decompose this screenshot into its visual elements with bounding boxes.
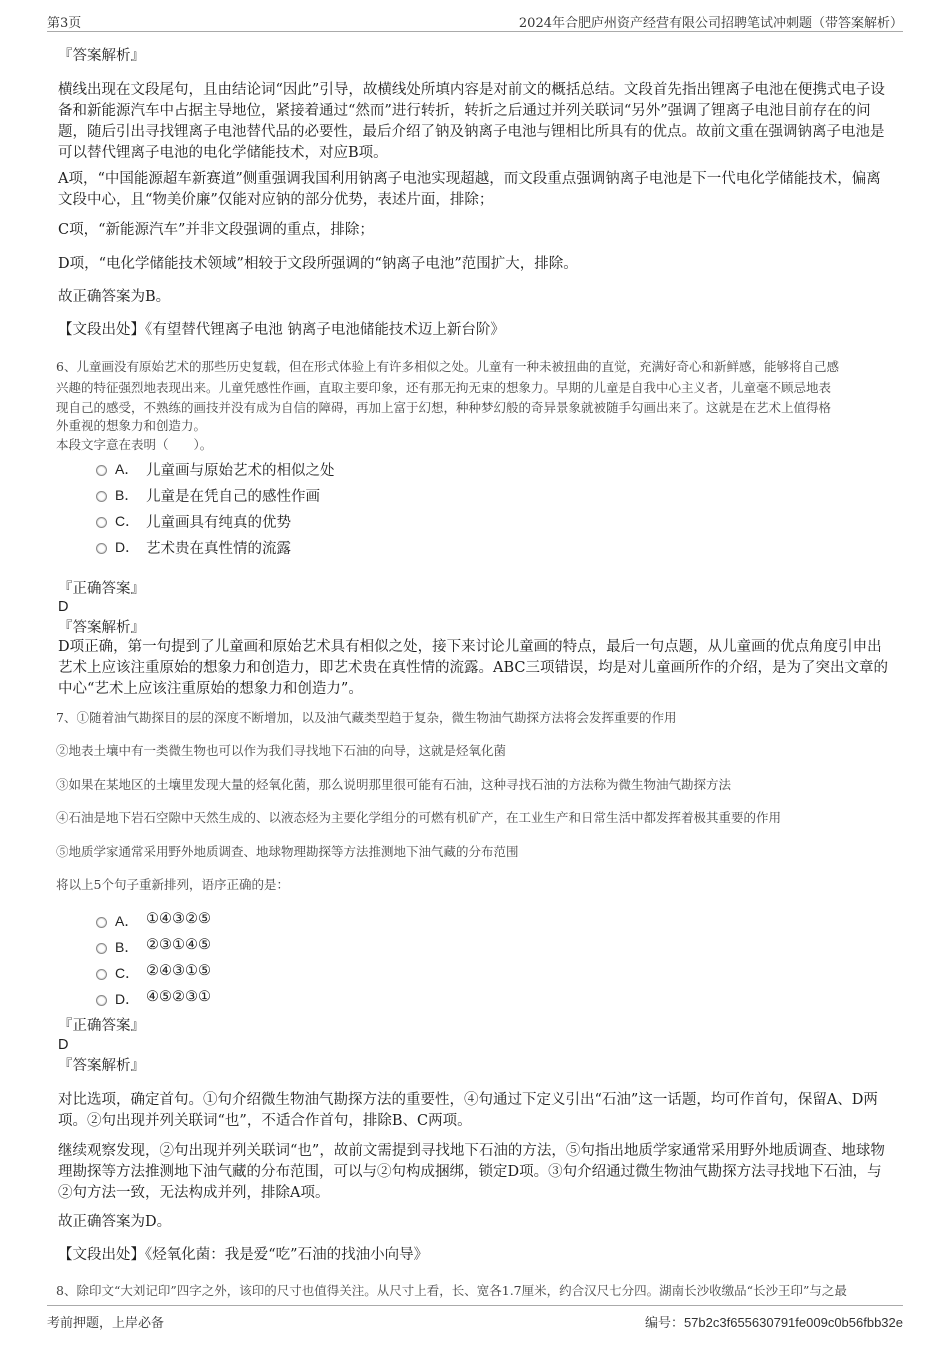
footer-slogan: 考前押题，上岸必备 bbox=[47, 1316, 165, 1331]
q7-analysis-label: 『答案解析』 bbox=[58, 1058, 145, 1074]
q6-analysis-label: 『答案解析』 bbox=[58, 620, 145, 636]
q7-sentence-5: ⑤地质学家通常采用野外地质调查、地球物理勘探等方法推测地下油气藏的分布范围 bbox=[56, 844, 519, 859]
option-letter: C． bbox=[115, 965, 140, 981]
q6-stem-line-2: 兴趣的特征强烈地表现出来。儿童凭感性作画，直取主要印象，还有那无拘无束的想象力。早期的儿童是自我中心主义者，儿童毫不顾忌地表 bbox=[56, 380, 832, 395]
radio-button[interactable] bbox=[96, 943, 107, 954]
document-code bbox=[645, 1312, 903, 1331]
radio-button[interactable] bbox=[96, 969, 107, 980]
q6-correct-answer: D bbox=[58, 599, 69, 615]
code-label: 编号： bbox=[644, 1315, 684, 1330]
q7-sentence-1: 7、①随着油气勘探目的层的深度不断增加，以及油气藏类型趋于复杂，微生物油气勘探方法将会发挥重要的作用 bbox=[56, 710, 677, 725]
option-letter: B． bbox=[115, 487, 139, 503]
q5-source: 【文段出处】《有望替代锂离子电池 钠离子电池储能技术迈上新台阶》 bbox=[58, 322, 505, 338]
q7-source: 【文段出处】《烃氧化菌：我是爱“吃”石油的找油小向导》 bbox=[58, 1247, 429, 1263]
q7-prompt: 将以上5个句子重新排列，语序正确的是： bbox=[56, 877, 289, 892]
page-footer bbox=[47, 1305, 903, 1331]
q5-analysis-para-4: D项，“电化学储能技术领域”相较于文段所强调的“钠离子电池”范围扩大，排除。 bbox=[58, 256, 578, 272]
q7-answer-statement: 故正确答案为D。 bbox=[58, 1214, 172, 1230]
radio-button[interactable] bbox=[96, 995, 107, 1006]
q5-analysis-para-2: A项，“中国能源超车新赛道”侧重强调我国利用钠离子电池实现超越，而文段重点强调钠离子电池是下一代电化学储能技术，偏离文段中心，且“物美价廉”仅能对应钠的部分优势，表述片面，排除； bbox=[58, 171, 881, 208]
option-text: 儿童画具有纯真的优势 bbox=[146, 515, 291, 531]
q7-correct-answer: D bbox=[58, 1037, 69, 1053]
page-number: 第3页 bbox=[47, 16, 82, 31]
page-header bbox=[47, 9, 903, 32]
q7-analysis-para-1: 对比选项，确定首句。①句介绍微生物油气勘探方法的重要性，④句通过下定义引出“石油”这一话题，均可作首句，保留A、D两项。②句出现并列关联词“也”，不适合作首句，排除B、C两项。 bbox=[58, 1092, 878, 1129]
option-letter: D． bbox=[115, 539, 140, 555]
option-text: 艺术贵在真性情的流露 bbox=[146, 541, 291, 557]
radio-button[interactable] bbox=[96, 917, 107, 928]
radio-button[interactable] bbox=[96, 517, 107, 528]
option-text: 儿童是在凭自己的感性作画 bbox=[146, 489, 320, 505]
document-title: 2024年合肥庐州资产经营有限公司招聘笔试冲刺题（带答案解析） bbox=[518, 16, 903, 31]
q7-analysis-para-2: 继续观察发现，②句出现并列关联词“也”，故前文需提到寻找地下石油的方法，⑤句指出地质学家通常采用野外地质调查、地球物理勘探等方法推测地下油气藏的分布范围，可以与②句构成捆绑，锁定D项。③句介绍通过微生物油气勘探方法寻找地下石油，与②句方法一致，无法构成并列，排除A项。 bbox=[58, 1143, 885, 1201]
option-letter: B． bbox=[115, 939, 139, 955]
q8-stem-line-1: 8、除印文“大刘记印”四字之外，该印的尺寸也值得关注。从尺寸上看，长、宽各1.7厘米，约合汉尺七分四。湖南长沙收缴品“长沙王印”与之最 bbox=[56, 1283, 847, 1298]
option-letter: A． bbox=[115, 461, 139, 477]
option-text: 儿童画与原始艺术的相似之处 bbox=[146, 463, 335, 479]
q6-analysis: D项正确，第一句提到了儿童画和原始艺术具有相似之处，接下来讨论儿童画的特点，最后一句点题，从儿童画的优点角度引申出艺术上应该注重原始的想象力和创造力，即艺术贵在真性情的流露。ABC三项错误，均是对儿童画所作的介绍，是为了突出文章的中心“艺术上应该注重原始的想象力和创造力”。 bbox=[58, 639, 888, 697]
option-text: ④⑤②③① bbox=[146, 989, 211, 1005]
q6-correct-label: 『正确答案』 bbox=[58, 581, 145, 597]
q6-stem-line-4: 外重视的想象力和创造力。 bbox=[56, 418, 207, 433]
radio-button[interactable] bbox=[96, 491, 107, 502]
option-letter: D． bbox=[115, 991, 140, 1007]
option-letter: C． bbox=[115, 513, 140, 529]
option-text: ①④③②⑤ bbox=[146, 911, 211, 927]
q7-sentence-2: ②地表土壤中有一类微生物也可以作为我们寻找地下石油的向导，这就是烃氧化菌 bbox=[56, 743, 507, 758]
q5-analysis-para-1: 横线出现在文段尾句，且由结论词“因此”引导，故横线处所填内容是对前文的概括总结。文段首先指出锂离子电池在便携式电子设备和新能源汽车中占据主导地位，紧接着通过“然而”进行转折，转折之后通过并列关联词“另外”强调了锂离子电池目前存在的问题，随后引出寻找锂离子电池替代品的必要性，最后介绍了钠及钠离子电池与锂相比所具有的优点。故前文重在强调钠离子电池是可以替代锂离子电池的电化学储能技术，对应B项。 bbox=[58, 82, 885, 161]
q5-analysis-para-3: C项，“新能源汽车”并非文段强调的重点，排除； bbox=[58, 222, 374, 238]
option-letter: A． bbox=[115, 913, 139, 929]
q6-stem-line-1: 6、儿童画没有原始艺术的那些历史复载，但在形式体验上有许多相似之处。儿童有一种未被扭曲的直觉，充满好奇心和新鲜感，能够将自己感 bbox=[56, 359, 839, 374]
q5-analysis-label: 『答案解析』 bbox=[58, 48, 145, 64]
option-text: ②④③①⑤ bbox=[146, 963, 211, 979]
code-value: 57b2c3f655630791fe009c0b56fbb32e bbox=[683, 1315, 903, 1330]
q5-answer-statement: 故正确答案为B。 bbox=[58, 289, 171, 305]
option-text: ②③①④⑤ bbox=[146, 937, 211, 953]
q6-prompt: 本段文字意在表明（ ）。 bbox=[56, 437, 213, 452]
q7-sentence-3: ③如果在某地区的土壤里发现大量的烃氧化菌，那么说明那里很可能有石油，这种寻找石油的方法称为微生物油气勘探方法 bbox=[56, 777, 732, 792]
q7-correct-label: 『正确答案』 bbox=[58, 1018, 145, 1034]
q7-sentence-4: ④石油是地下岩石空隙中天然生成的、以液态烃为主要化学组分的可燃有机矿产，在工业生产和日常生活中都发挥着极其重要的作用 bbox=[56, 810, 782, 825]
radio-button[interactable] bbox=[96, 543, 107, 554]
q6-stem-line-3: 现自己的感受，不熟练的画技并没有成为自信的障碍，再加上富于幻想，种种梦幻般的奇异景象就被随手勾画出来了。这就是在艺术上值得格 bbox=[56, 400, 832, 415]
radio-button[interactable] bbox=[96, 465, 107, 476]
